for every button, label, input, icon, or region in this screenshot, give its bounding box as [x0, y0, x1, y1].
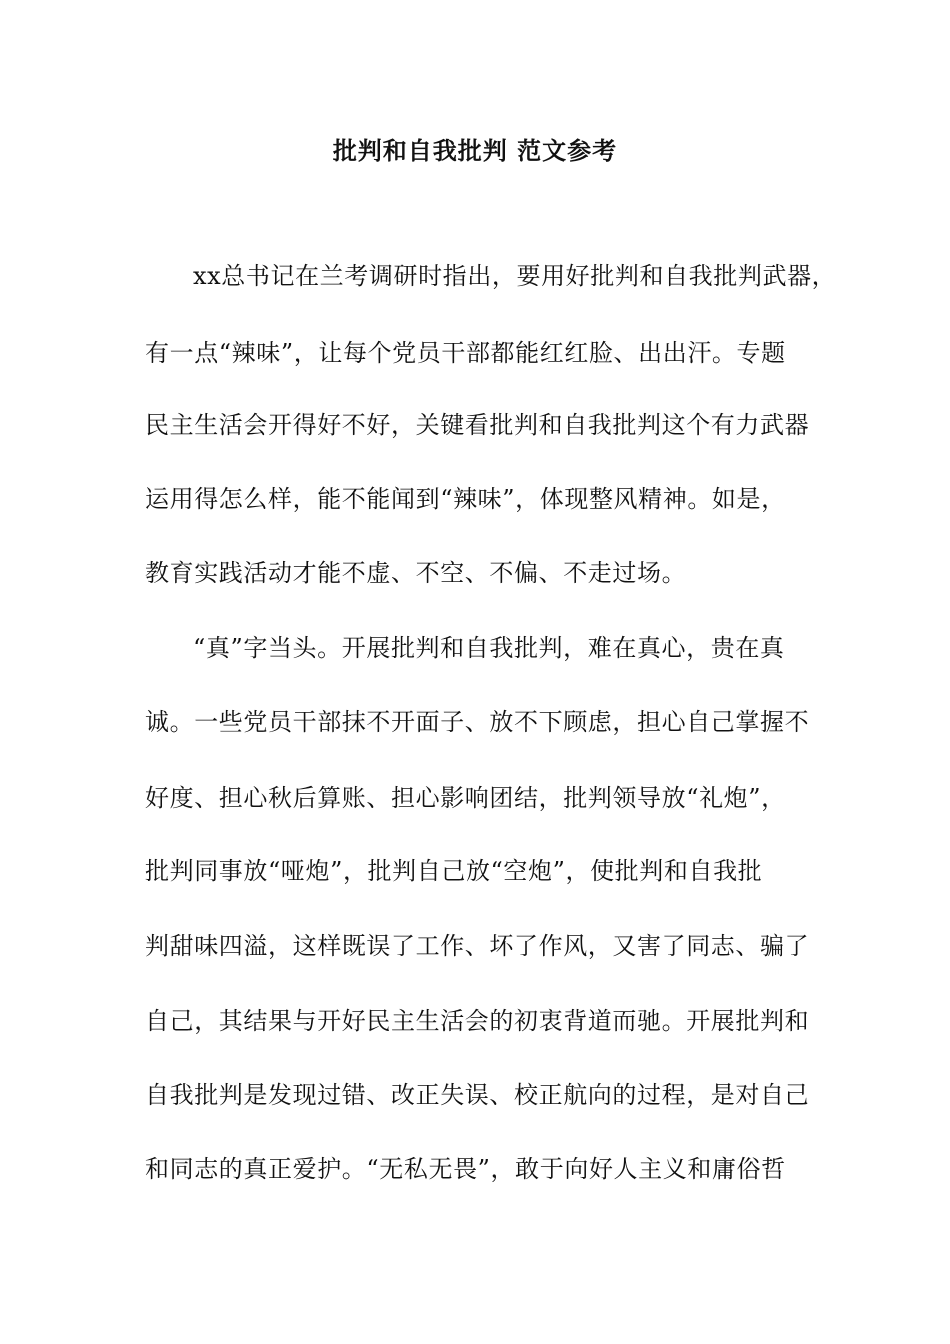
paragraph-line: “真”字当头。开展批判和自我批判，难在真心，贵在真 [193, 634, 785, 662]
paragraph-line: 自我批判是发现过错、改正失误、校正航向的过程，是对自己 [145, 1081, 810, 1109]
document-title: 批判和自我批判 范文参考 [332, 136, 618, 165]
paragraph-line: 教育实践活动才能不虚、不空、不偏、不走过场。 [145, 559, 687, 587]
paragraph-line: 判甜味四溢，这样既误了工作、坏了作风，又害了同志、骗了 [145, 932, 810, 960]
paragraph-line: xx总书记在兰考调研时指出，要用好批判和自我批判武器， [193, 262, 837, 290]
paragraph-line: 批判同事放“哑炮”，批判自己放“空炮”，使批判和自我批 [145, 857, 763, 885]
paragraph-line: 好度、担心秋后算账、担心影响团结，批判领导放“礼炮”， [145, 784, 786, 812]
paragraph-line: 诚。一些党员干部抹不开面子、放不下顾虑，担心自己掌握不 [145, 708, 810, 736]
paragraph-line: 运用得怎么样，能不能闻到“辣味”，体现整风精神。如是， [145, 485, 786, 513]
paragraph-line: 有一点“辣味”，让每个党员干部都能红红脸、出出汗。专题 [145, 339, 786, 367]
paragraph-line: 民主生活会开得好不好，关键看批判和自我批判这个有力武器 [145, 411, 810, 439]
paragraph-line: 自己，其结果与开好民主生活会的初衷背道而驰。开展批判和 [145, 1007, 810, 1035]
paragraph-line: 和同志的真正爱护。“无私无畏”，敢于向好人主义和庸俗哲 [145, 1155, 786, 1183]
